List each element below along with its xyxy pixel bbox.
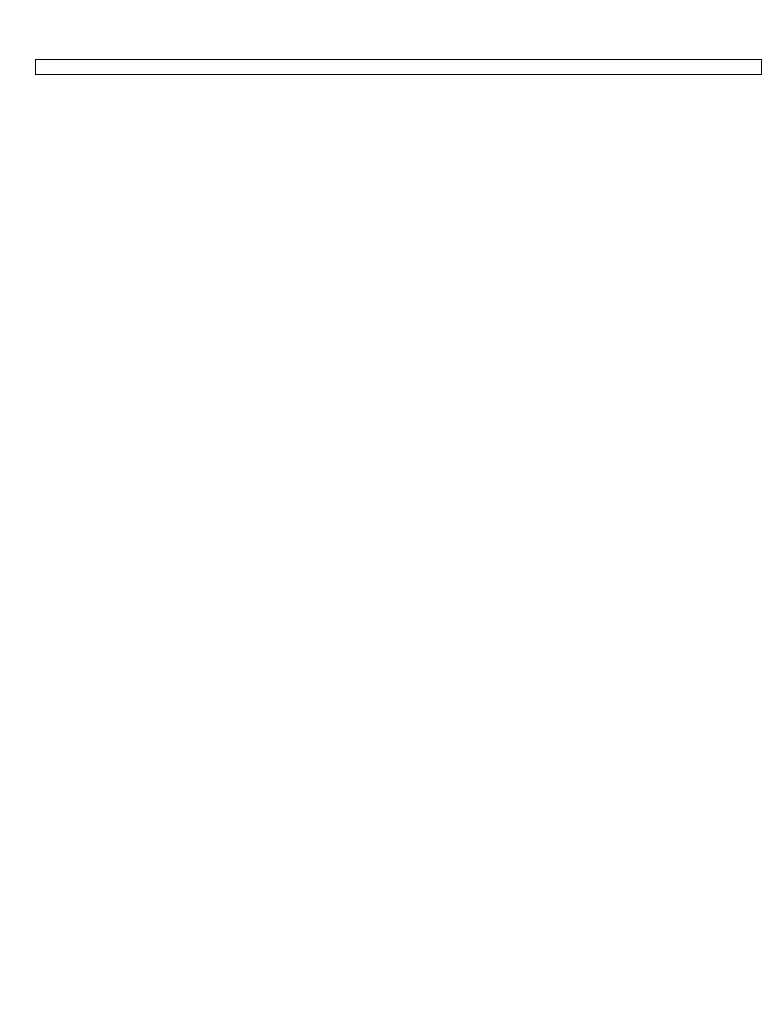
section-title-row (36, 60, 762, 75)
log-table-main (35, 59, 762, 75)
section-title (36, 60, 762, 75)
